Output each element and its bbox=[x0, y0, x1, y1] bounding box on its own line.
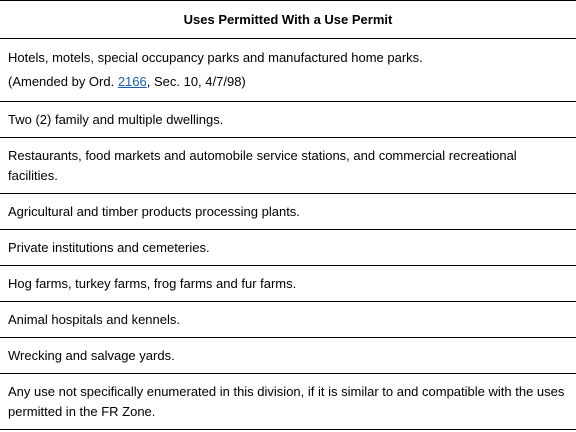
table-row bbox=[0, 194, 576, 230]
table-header-row bbox=[0, 1, 576, 39]
amendment-note bbox=[8, 72, 568, 92]
table-row bbox=[0, 302, 576, 338]
table-row bbox=[0, 39, 576, 102]
table-row bbox=[0, 102, 576, 138]
amendment-prefix: (Amended by Ord. bbox=[8, 74, 118, 89]
table-row bbox=[0, 374, 576, 430]
table-cell: Two (2) family and multiple dwellings. bbox=[0, 102, 576, 138]
table-cell: Hog farms, turkey farms, frog farms and fur farms. bbox=[0, 266, 576, 302]
table-row bbox=[0, 138, 576, 194]
table-header: Uses Permitted With a Use Permit bbox=[0, 1, 576, 39]
row-text: Hotels, motels, special occupancy parks and manufactured home parks. bbox=[8, 50, 423, 65]
table-row bbox=[0, 266, 576, 302]
amendment-suffix: , Sec. 10, 4/7/98) bbox=[146, 74, 246, 89]
table-cell bbox=[0, 39, 576, 102]
table-cell: Restaurants, food markets and automobile service stations, and commercial recreational facilities. bbox=[0, 138, 576, 194]
table-cell: Animal hospitals and kennels. bbox=[0, 302, 576, 338]
table-cell: Private institutions and cemeteries. bbox=[0, 230, 576, 266]
table-cell: Any use not specifically enumerated in this division, if it is similar to and compatible with the uses permitted in the FR Zone. bbox=[0, 374, 576, 430]
table-cell: Agricultural and timber products processing plants. bbox=[0, 194, 576, 230]
ordinance-link[interactable]: 2166 bbox=[117, 74, 147, 89]
table-cell: Wrecking and salvage yards. bbox=[0, 338, 576, 374]
table-row bbox=[0, 338, 576, 374]
table-row bbox=[0, 230, 576, 266]
